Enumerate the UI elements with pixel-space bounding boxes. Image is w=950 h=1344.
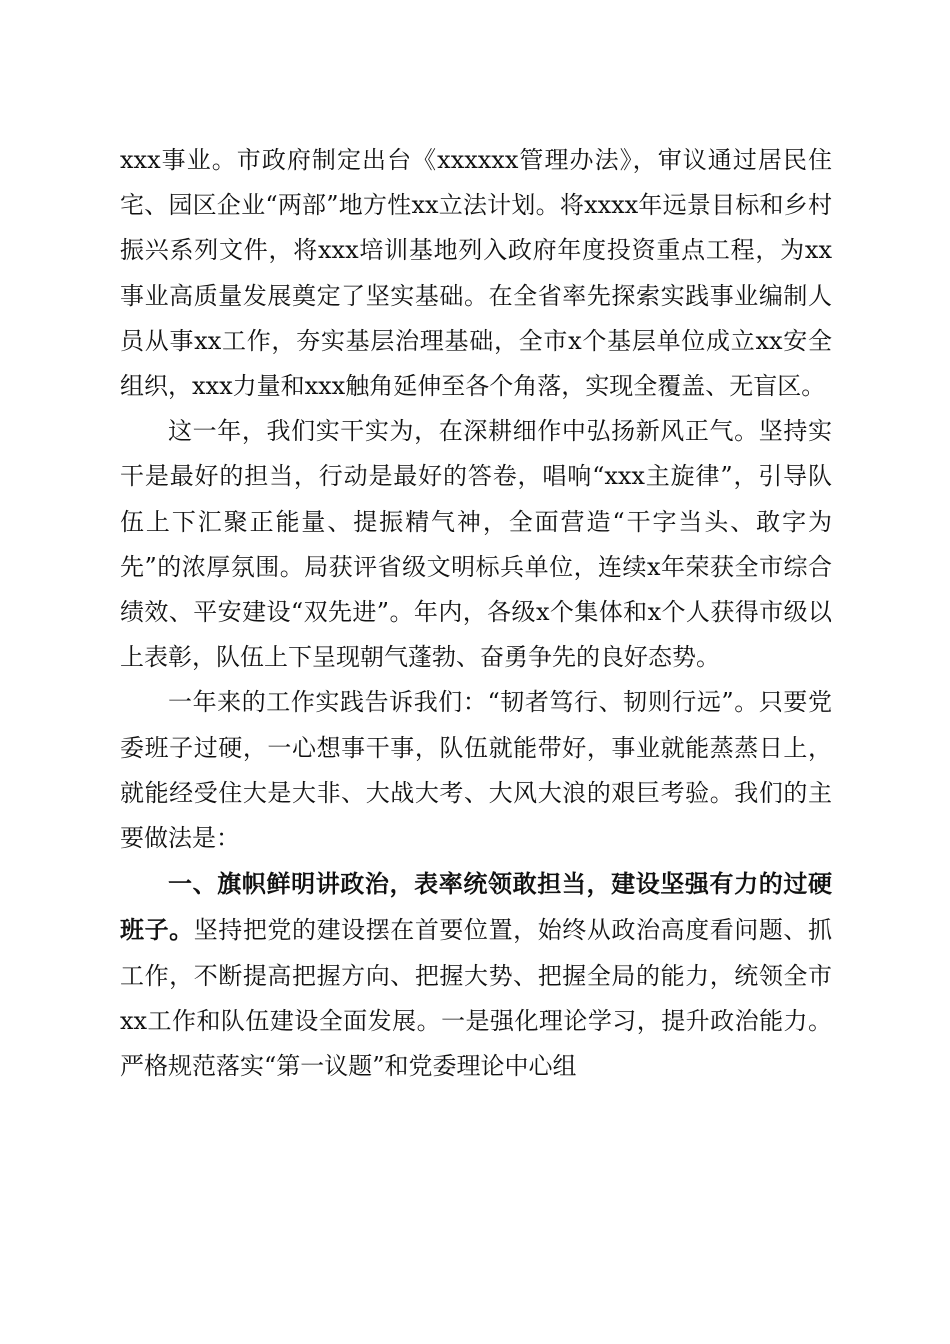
- paragraph-text: 一年来的工作实践告诉我们：“韧者笃行、韧则行远”。只要党委班子过硬，一心想事干事，队伍就能带好，事业就能蒸蒸日上，就能经受住大是大非、大战大考、大风大浪的艰巨考验。我们的主要做法是：: [120, 688, 832, 853]
- section-heading: 一、旗帜鲜明讲政治，表率统领敢担当，建设坚强有力的过硬班子。: [120, 869, 832, 945]
- paragraph-text: 这一年，我们实干实为，在深耕细作中弘扬新风正气。坚持实干是最好的担当，行动是最好的答卷，唱响“xxx主旋律”，引导队伍上下汇聚正能量、提振精气神，全面营造“干字当头、敢字为先”的浓厚氛围。局获评省级文明标兵单位，连续x年荣获全市综合绩效、平安建设“双先进”。年内，各级x个集体和x个人获得市级以上表彰，队伍上下呈现朝气蓬勃、奋勇争先的良好态势。: [120, 417, 832, 672]
- paragraph-year-achievements: [120, 409, 832, 680]
- document-body: [120, 138, 832, 1089]
- paragraph-section-one: [120, 861, 832, 1089]
- paragraph-practice-lessons: [120, 680, 832, 861]
- paragraph-text: 坚持把党的建设摆在首要位置，始终从政治高度看问题、抓工作，不断提高把握方向、把握大势、把握全局的能力，统领全市xx工作和队伍建设全面发展。一是强化理论学习，提升政治能力。严格规范落实“第一议题”和党委理论中心组: [120, 916, 833, 1081]
- paragraph-text: xxx事业。市政府制定出台《xxxxxx管理办法》，审议通过居民住宅、园区企业“两部”地方性xx立法计划。将xxxx年远景目标和乡村振兴系列文件，将xxx培训基地列入政府年度投资重点工程，为xx事业高质量发展奠定了坚实基础。在全省率先探索实践事业编制人员从事xx工作，夯实基层治理基础，全市x个基层单位成立xx安全组织，xxx力量和xxx触角延伸至各个角落，实现全覆盖、无盲区。: [120, 146, 832, 401]
- paragraph-continued: [120, 138, 832, 409]
